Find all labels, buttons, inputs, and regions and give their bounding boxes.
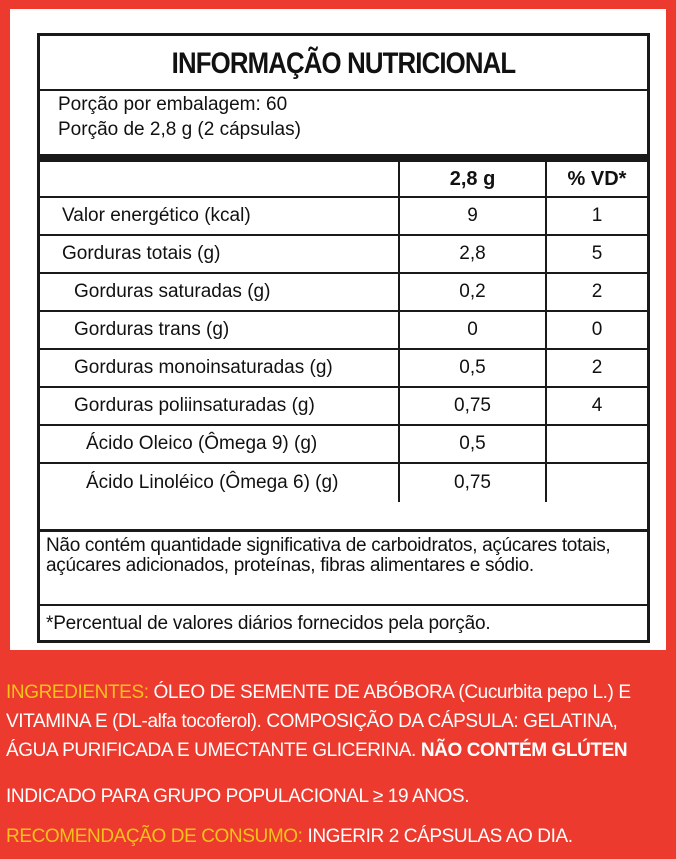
row-label: Gorduras trans (g) [40, 311, 399, 349]
table-row [40, 235, 647, 273]
nutrition-title: INFORMAÇÃO NUTRICIONAL [171, 47, 516, 80]
row-vd: 0 [546, 311, 647, 349]
row-amount: 0,5 [399, 349, 546, 387]
serving-size: Porção de 2,8 g (2 cápsulas) [58, 119, 301, 140]
notes-divider [40, 529, 647, 532]
title-divider [40, 89, 647, 91]
header-blank [40, 162, 399, 197]
table-row [40, 197, 647, 235]
row-label: Valor energético (kcal) [40, 197, 399, 235]
row-vd [546, 463, 647, 502]
table-row [40, 311, 647, 349]
table-row [40, 349, 647, 387]
table-header-row [40, 162, 647, 197]
row-vd: 2 [546, 273, 647, 311]
thick-divider [40, 154, 647, 162]
recommendation-text: INGERIR 2 CÁPSULAS AO DIA. [307, 826, 573, 847]
percent-note: *Percentual de valores diários fornecidos pela porção. [46, 613, 491, 634]
row-amount: 9 [399, 197, 546, 235]
row-vd: 2 [546, 349, 647, 387]
row-amount: 2,8 [399, 235, 546, 273]
nutrition-panel [10, 9, 666, 650]
row-amount: 0 [399, 311, 546, 349]
row-amount: 0,75 [399, 387, 546, 425]
nutrition-table [40, 162, 647, 502]
row-label: Ácido Oleico (Ômega 9) (g) [40, 425, 399, 463]
row-amount: 0,5 [399, 425, 546, 463]
not-significant-note: Não contém quantidade significativa de carboidratos, açúcares totais, açúcares adicionados, proteínas, fibras alimentares e sódio. [46, 535, 611, 576]
row-label: Gorduras saturadas (g) [40, 273, 399, 311]
row-vd [546, 425, 647, 463]
row-label: Gorduras monoinsaturadas (g) [40, 349, 399, 387]
servings-per-pack: Porção por embalagem: 60 [58, 94, 288, 115]
row-vd: 5 [546, 235, 647, 273]
table-row [40, 425, 647, 463]
column-vd-header: % VD* [546, 162, 647, 197]
ingredients-label: INGREDIENTES: [6, 682, 149, 703]
ingredients-text: ÓLEO DE SEMENTE DE ABÓBORA (Cucurbita pepo L.) E VITAMINA E (DL-alfa tocoferol). COMPOSIÇÃO DA CÁPSULA: GELATINA, ÁGUA PURIFICADA E UMECTANTE GLICERINA. [6, 682, 631, 761]
row-vd: 4 [546, 387, 647, 425]
row-label: Ácido Linoléico (Ômega 6) (g) [86, 472, 339, 493]
recommendation-block [6, 825, 672, 849]
recommendation-label: RECOMENDAÇÃO DE CONSUMO: [6, 826, 303, 847]
row-amount: 0,75 [399, 463, 546, 502]
row-amount: 0,2 [399, 273, 546, 311]
population-statement: INDICADO PARA GRUPO POPULACIONAL ≥ 19 ANOS. [6, 786, 470, 807]
gluten-statement: NÃO CONTÉM GLÚTEN [420, 740, 628, 761]
table-row [40, 273, 647, 311]
ingredients-block [6, 678, 672, 765]
notes-mid-divider [40, 604, 647, 606]
nutrition-facts-box [37, 33, 650, 643]
row-label: Gorduras poliinsaturadas (g) [40, 387, 399, 425]
column-amount-header: 2,8 g [399, 162, 546, 197]
row-vd: 1 [546, 197, 647, 235]
row-label: Gorduras totais (g) [40, 235, 399, 273]
table-row [40, 463, 647, 502]
table-row [40, 387, 647, 425]
